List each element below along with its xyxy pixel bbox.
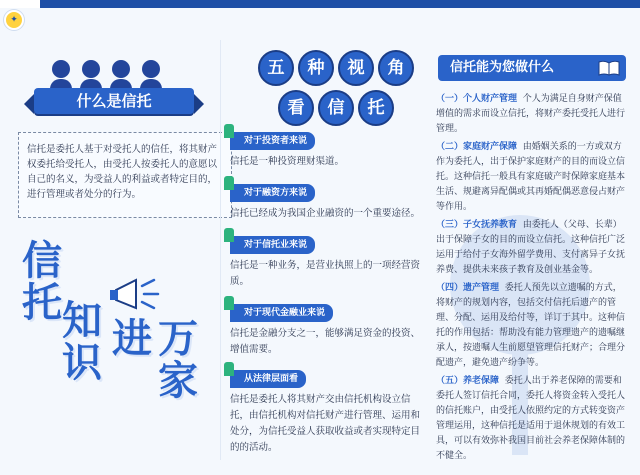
trust-definition-box: 信托是委托人基于对受托人的信任，将其财产权委托给受托人，由受托人按委托人的意愿以自己的名义，为受益人的利益或者特定目的，进行管理或者处分的行为。: [18, 132, 232, 218]
section-text: 信托是一种投资理财渠道。: [230, 156, 345, 167]
what-trust-can-do-title: 信托能为您做什么: [438, 55, 626, 81]
section-text: 信托是委托人将其财产交由信托机构设立信托，由信托机构对信托财产进行管理、运用和处分，为信托受益人获取收益或者实现特定目的的活动。: [230, 394, 421, 453]
person-icon: [224, 124, 234, 138]
top-bar: [0, 0, 640, 8]
section-text: 信托是金融分支之一，能够满足资金的投资、增值需要。: [230, 328, 421, 355]
section-legal: [230, 366, 426, 456]
person-icon: [224, 176, 234, 190]
list-item: （二）家庭财产保障 由婚姻关系的一方或双方作为委托人，出于保护家庭财产的目的而设立信托。这种信托一般具有家庭破产时保障家庭基本生活、规避离异配偶或其再婚配偶恶意侵占财产等作用。: [436, 142, 626, 212]
big-title-homes: 万 家: [158, 315, 198, 404]
section-text: 信托已经成为我国企业融资的一个重要途径。: [230, 208, 421, 219]
section-tag: 对于融资方来说: [230, 184, 315, 202]
person-icon: [224, 362, 234, 376]
open-book-icon: [598, 59, 620, 77]
person-icon: [224, 228, 234, 242]
big-title-knowledge: 知 识: [62, 297, 102, 386]
section-investor: [230, 128, 426, 170]
column-divider: [220, 40, 221, 460]
list-item: （一）个人财产管理 个人为满足自身财产保值增值的需求而设立信托，将财产委托受托人进行管理。: [436, 94, 626, 134]
section-tag: 从法律层面看: [230, 370, 306, 388]
section-trust-industry: [230, 232, 426, 290]
what-is-trust-title: 什么是信托: [34, 88, 194, 114]
section-tag: 对于信托业来说: [230, 236, 315, 254]
megaphone-icon: [108, 272, 168, 318]
big-title-enter: 进: [112, 315, 152, 362]
section-tag: 对于投资者来说: [230, 132, 315, 150]
list-item: （五）养老保障 委托人出于养老保障的需要和委托人签订信托合同，委托人将资金转入受托人的信托账户，由受托人依照约定的方式转变资产管理运用，这种信托是适用于退休规划的有效工具，可以有效弥补我国目前社会养老保障体制的不健全。: [436, 376, 626, 461]
section-modern-finance: [230, 300, 426, 358]
section-text: 信托是一种业务，是营业执照上的一项经营资质。: [230, 260, 421, 287]
lightbulb-icon: ✦: [4, 10, 24, 30]
section-tag: 对于现代金融业来说: [230, 304, 333, 322]
person-icon: [224, 296, 234, 310]
services-list: [436, 92, 626, 467]
list-item: （四）遗产管理 委托人预先以立遗嘱的方式，将财产的规划内容，包括交付信托后遗产的管理、分配、运用及给付等，详订于其中。这种信托的作用包括：帮助没有能力管理遗产的遗嘱继承人，按遗嘱人生前愿望管理信托财产；合理分配遗产，避免遗产纷争等。: [436, 283, 626, 368]
five-perspectives-header: 五 种 视 角 看 信 托: [246, 50, 426, 120]
list-item: （三）子女抚养教育 由委托人（父母、长辈）出于保障子女的目的而设立信托。这种信托广泛运用于给付子女海外留学费用、支付离异子女抚养费、提供未来孩子教育及创业基金等。: [436, 220, 626, 275]
big-title-trust: 信 托: [22, 237, 62, 326]
section-financier: [230, 180, 426, 222]
